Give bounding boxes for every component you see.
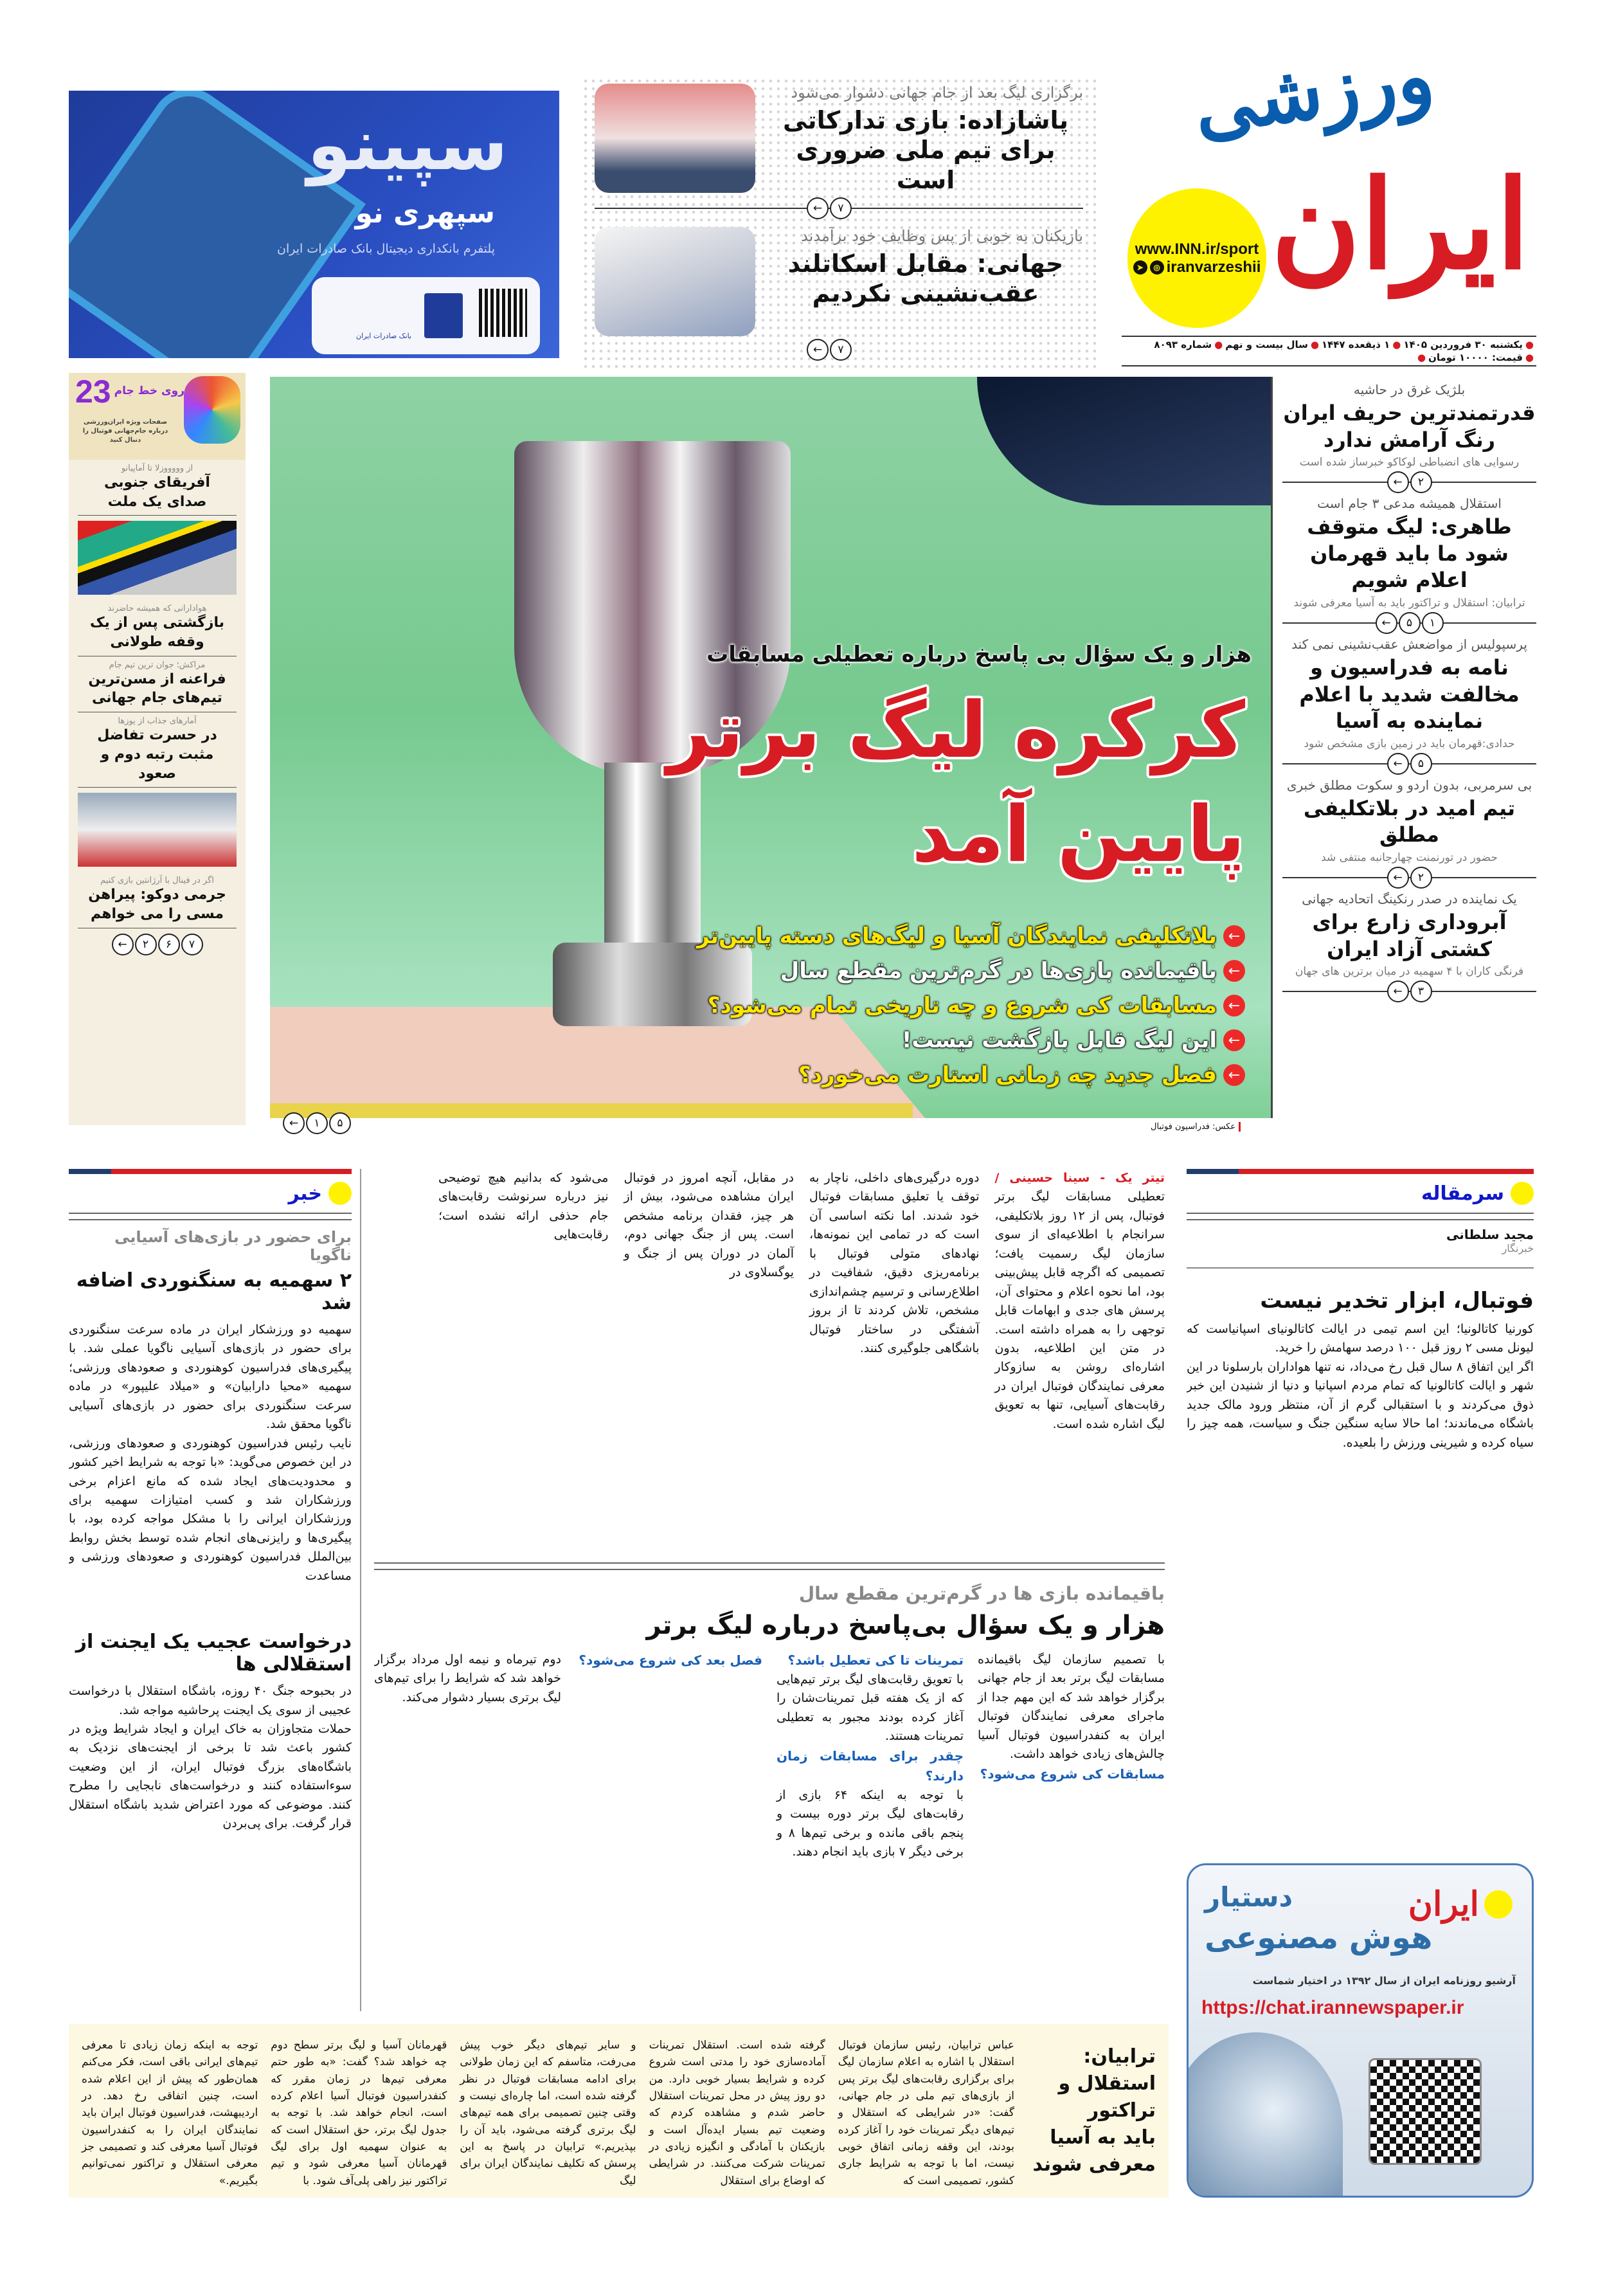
subhead: فصل بعد کی شروع می‌شود؟ (579, 1652, 762, 1668)
box-column: قهرمانان آسیا و لیگ برتر سطح دوم چه خواهد شد؟ گفت: «به طور حتم معرفی تیم‌ها در زمان مقرر که کنفدراسیون فوتبال آسیا اعلام کرده است، انجام خواهد شد. با توجه به جدول لیگ برتر، حق استقلال است که به عنوان سهمیه اول برای لیگ قهرمانان آسیا معرفی شود و تیم تراکتور نیز راهی پلی‌آف شود. با (271, 2039, 447, 2187)
right-story[interactable] (1282, 637, 1536, 775)
ad-desc: آرشیو روزنامه ایران از سال ۱۳۹۲ در اختیار شماست (1252, 1975, 1516, 1987)
editorial-title[interactable]: فوتبال، ابزار تخدیر نیست (1260, 1288, 1534, 1314)
world-cup-story[interactable] (78, 460, 237, 516)
telegram-icon: ➤ (1133, 260, 1147, 275)
page-number: ۲ (1410, 867, 1432, 889)
dateline-dot: ● (1392, 339, 1401, 350)
dateline-dot: ● (1525, 339, 1534, 350)
article-title[interactable]: هزار و یک سؤال بی‌پاسخ درباره لیگ برتر (646, 1611, 1165, 1640)
page-ref-row (595, 197, 1083, 221)
news2-title[interactable]: درخواست عجیب یک ایجنت از استقلالی ها (75, 1631, 352, 1676)
story-title[interactable]: آفریقای جنوبی صدای یک ملت (104, 475, 210, 510)
ad-title: هوش مصنوعی (1205, 1920, 1433, 1956)
bullet-item[interactable] (697, 923, 1245, 949)
page-number: ۵ (1410, 753, 1432, 775)
article-column (978, 1650, 1165, 1862)
ad-url[interactable]: https://chat.irannewspaper.ir (1201, 1997, 1464, 2018)
feature-article (438, 1169, 1165, 1542)
page-number: ۱ (306, 1112, 328, 1134)
logo-iran: ایران (1271, 153, 1530, 296)
story-subtitle: فرنگی کاران با ۴ سهمیه در میان برترین های جهان (1295, 965, 1524, 979)
story-subtitle: حضور در تورنمنت چهارجانبه منتفی شد (1321, 851, 1498, 864)
headline-line: پایین آمد (911, 790, 1245, 880)
top-story[interactable] (582, 221, 1096, 336)
instagram-icon: ◎ (1150, 260, 1164, 275)
story-kicker: اگر در فینال با آرژانتین بازی کنیم (100, 876, 214, 886)
news-column (69, 1169, 352, 2011)
arrow-left-icon: ← (1387, 753, 1409, 775)
section-label: سرمقاله (1421, 1182, 1504, 1205)
story-title[interactable]: پاشازاده: بازی تدارکاتی برای تیم ملی ضروری است (782, 106, 1069, 194)
story-title[interactable]: بازگشتی پس از یک وقفه طولانی (90, 615, 224, 651)
news-kicker: برای حضور در بازی‌های آسیایی ناگویا (114, 1228, 352, 1264)
story-title[interactable]: طاهری: لیگ متوقف شود ما باید قهرمان اعلام شویم (1307, 514, 1512, 593)
story-title[interactable]: جرمی دوکو: پیراهن مسی را می خواهم (88, 887, 226, 922)
bullet-text: مسابقات کی شروع و چه تاریخی تمام می‌شود؟ (707, 993, 1217, 1018)
dateline-dot: ● (1310, 339, 1319, 350)
page-ref[interactable] (112, 934, 203, 955)
story-subtitle: رسوایی های انضباطی لوکاکو خبرساز شده است (1299, 456, 1520, 469)
story-title[interactable]: آبروداری زارع برای کشتی آزاد ایران (1312, 909, 1507, 961)
author-role: خبرنگار (1502, 1242, 1534, 1254)
arrow-left-icon: ← (112, 934, 134, 955)
photo-hand (977, 377, 1273, 505)
dateline-price: قیمت: ۱۰۰۰۰ تومان (1428, 352, 1523, 363)
arrow-left-icon: ← (807, 197, 829, 219)
world-cup-header (69, 373, 246, 460)
page-ref-row (1282, 867, 1536, 889)
ad-logo: سپینو (307, 104, 508, 186)
paragraph: اگر این اتفاق ۸ سال قبل رخ می‌داد، نه تنها هواداران بارسلونا در این شهر و ایالت کاتالونیا که تمام مردم اسپانیا و دنیا از شنیدن این خبر ذوق می‌کردند و با استقبالی گرم از آن، منتظر ورود مالک جدید باشگاه می‌ماندند؛ اما حالا سایه سنگین جنگ و سیاست، همه چیز را سیاه کرده و شیرینی ورزش را بلعیده. (1187, 1359, 1534, 1450)
box-column: گرفته شده است. استقلال تمرینات آماده‌سازی خود را مدتی است شروع کرده و شرایط بسیار خوبی دارد. من دو روز پیش در محل تمرینات استقلال حاضر شدم و مشاهده کردم که وضعیت تیم بسیار ایده‌آل است و بازیکنان با آمادگی و انگیزه زیادی در تمرینات شرکت می‌کنند. در شرایطی که اوضاع برای استقلال (649, 2039, 825, 2187)
paragraph: حملات متجاوزان به خاک ایران و ایجاد شرایط ویژه در کشور باعث شد تا برخی از ایجنت‌های نزدیک به باشگاه‌های بزرگ فوتبال ایران، از این وضعیت سوءاستفاده کنند و درخواست‌های نابجایی را مطرح کنند. موضوعی که مورد اعتراض شدید باشگاه استقلال قرار گرفت. برای پی‌بردن (69, 1722, 352, 1831)
paragraph: سهمیه دو ورزشکار ایران در ماده سرعت سنگنوردی برای حضور در بازی‌های آسیایی ناگویا عملی شد. با پیگیری‌های فدراسیون کوهنوردی و صعودهای ورزشی؛ سهمیه «محیا دارابیان» و «میلاد علیپور» در ماده سرعت سنگنوردی برای حضور در بازی‌های آسیایی ناگویا محقق شد. (69, 1323, 352, 1432)
divider (1187, 1213, 1534, 1220)
main-headline[interactable] (667, 679, 1245, 887)
page-ref-row (1282, 981, 1536, 1002)
bullet-text: بلاتکلیفی نمایندگان آسیا و لیگ‌های دسته پایین‌تر (697, 923, 1217, 949)
story-title[interactable]: نامه به فدراسیون و مخالفت شدید با اعلام نماینده به آسیا (1299, 655, 1520, 734)
story-kicker: مراکش؛ جوان ترین تیم جام (109, 660, 206, 670)
page-number: ۷ (830, 339, 852, 361)
page-number: ۳ (1410, 981, 1432, 1002)
qr-code[interactable] (1369, 2058, 1482, 2165)
section-title: روی خط جام (114, 384, 184, 397)
paragraph: با توجه به اینکه ۶۴ بازی از رقابت‌های لیگ برتر دوره بیست و پنجم باقی مانده و برخی تیم‌ها ۸ و برخی دیگر ۷ بازی باید انجام دهند. (777, 1787, 964, 1859)
story-kicker: استقلال همیشه مدعی ۳ جام است (1317, 496, 1502, 512)
page-ref-row (1282, 471, 1536, 493)
bullet-item[interactable] (697, 1027, 1245, 1053)
article-column (575, 1650, 762, 1862)
bullet-text: این لیگ قابل بازگشت نیست! (901, 1027, 1217, 1053)
story-kicker: یک نماینده در صدر رنکینگ اتحادیه جهانی (1302, 890, 1517, 907)
arrow-left-icon: ← (1223, 995, 1245, 1017)
dateline-dot: ● (1214, 339, 1223, 350)
dateline-year: سال بیست و نهم (1225, 339, 1308, 350)
box-column: توجه به اینکه زمان زیادی تا معرفی تیم‌های ایرانی باقی است، فکر می‌کنم همان‌طور که پیش از این اعلام شده است، چنین اتفاقی رخ دهد. در اردیبهشت، فدراسیون فوتبال ایران باید نمایندگان ایران را به کنفدراسیون فوتبال آسیا معرفی کند و تصمیمی جز معرفی استقلال و تراکتور نمی‌توانیم بگیریم.» (81, 2039, 258, 2187)
right-story[interactable] (1282, 777, 1536, 889)
photo-credit: عکس: فدراسیون فوتبال (1151, 1122, 1241, 1132)
page-ref[interactable] (1376, 612, 1444, 634)
arrow-left-icon: ← (1223, 1064, 1245, 1086)
page-number: ۵ (329, 1112, 351, 1134)
story-photo (595, 227, 755, 336)
section-bar (1187, 1169, 1534, 1174)
page-number: ۲ (1410, 471, 1432, 493)
bank-logo-icon (424, 293, 463, 338)
world-cup-story[interactable] (78, 600, 237, 656)
paragraph: نایب رئیس فدراسیون کوهنوردی و صعودهای ورزشی، در این خصوص می‌گوید: «با توجه به شرایط اخیر کشور و محدودیت‌های ایجاد شده که مانع اعزام برخی ورزشکاران شد و کسب امتیازات سهمیه برای ورزشکاران ایرانی را با مشکل مواجه کرده بود، با پیگیری‌ها و رایزنی‌های انجام شده توسط بخش روابط بین‌الملل فدراسیون کوهنوردی و صعودهای ورزشی و مساعدت (69, 1436, 352, 1583)
title-line: استقلال و تراکتور (1058, 2072, 1156, 2122)
league-questions-article (374, 1562, 1165, 2012)
arrow-left-icon: ← (1387, 867, 1409, 889)
column-rule (360, 1169, 361, 2011)
story-kicker: بازیکنان به خوبی از پس وظایف خود برآمدند (801, 227, 1083, 246)
story-photo (78, 521, 237, 595)
arrow-left-icon: ← (1376, 612, 1397, 634)
news2-body (69, 1682, 352, 1834)
page-number: ۲ (135, 934, 157, 955)
news-body (69, 1321, 352, 1586)
bullet-text: باقیمانده بازی‌ها در گرم‌ترین مقطع سال (780, 958, 1217, 984)
section-desc: صفحات ویژه ایران‌ورزشی درباره جام‌جهانی فوتبال را دنبال کنید (82, 419, 168, 444)
story-title[interactable]: جهانی: مقابل اسکاتلند عقب‌نشینی نکردیم (787, 249, 1064, 308)
story-title[interactable]: فراعنه از مسن‌ترین تیم‌های جام جهانی (88, 671, 226, 707)
headline-line: کرکره لیگ برتر (667, 686, 1245, 775)
arrow-left-icon: ← (807, 339, 829, 361)
fifa-logo-icon (184, 376, 240, 444)
bank-name: بانک صادرات ایران (356, 332, 411, 340)
top-stories (582, 77, 1096, 373)
paragraph: دوم تیرماه و نیمه اول مرداد برگزار خواهد شد که شرایط را برای تیم‌های لیگ برتری بسیار دشوار می‌کند. (374, 1652, 561, 1704)
arrow-left-icon: ← (1223, 1029, 1245, 1051)
article-column (438, 1169, 609, 1542)
logo-varzeshi: ورزشی (1187, 29, 1439, 153)
story-title[interactable]: قدرتمندترین حریف ایران رنگ آرامش ندارد (1283, 401, 1536, 452)
ad-brand: سپهری نو (355, 197, 495, 230)
divider (69, 1213, 352, 1220)
story-kicker: پرسپولیس از مواضعش عقب‌نشینی نمی کند (1291, 636, 1527, 652)
paragraph: با تعویق رقابت‌های لیگ برتر تیم‌هایی که از یک هفته قبل تمرینات‌شان را آغاز کرده بودند مجبور به تعطیلی تمرینات هستند. (777, 1672, 964, 1744)
article-column (809, 1169, 980, 1542)
story-kicker: برگزاری لیگ بعد از جام جهانی دشوار می‌شود (791, 84, 1083, 102)
page-ref[interactable] (1387, 471, 1432, 493)
dateline-issue: شماره ۸۰۹۳ (1154, 339, 1212, 350)
arrow-left-icon: ← (1387, 471, 1409, 493)
story-subtitle: ترابیان: استقلال و تراکتور باید به آسیا معرفی شوند (1293, 596, 1525, 610)
bullet-item[interactable] (697, 1062, 1245, 1088)
bullet-item[interactable] (697, 958, 1245, 984)
page-ref[interactable] (1387, 867, 1432, 889)
torabian-box (69, 2024, 1169, 2198)
news-title[interactable]: ۲ سهمیه به سنگنوردی اضافه شد (76, 1269, 352, 1314)
contact-badge (1127, 188, 1266, 328)
section-number: 23 (75, 374, 111, 410)
editorial-body (1187, 1320, 1534, 1452)
robot-image (1187, 2032, 1343, 2198)
story-photo (78, 793, 237, 867)
ad-tagline: پلتفرم بانکداری دیجیتال بانک صادرات ایران (277, 242, 495, 256)
article-kicker: باقیمانده بازی ها در گرم‌ترین مقطع سال (798, 1583, 1165, 1604)
story-kicker: آمارهای جذاب از یوزها (118, 716, 197, 727)
story-title[interactable]: تیم امید در بلاتکلیفی مطلق (1303, 795, 1516, 847)
bullet-item[interactable] (697, 993, 1245, 1018)
story-kicker: از وووووزلا تا آماپیانو (121, 464, 193, 473)
masthead (1118, 29, 1543, 334)
story-kicker: بی سرمربی، بدون اردو و سکوت مطلق خبری (1286, 777, 1532, 793)
divider (374, 1562, 1165, 1570)
arrow-left-icon: ← (1387, 981, 1409, 1002)
arrow-left-icon: ← (1223, 960, 1245, 982)
page-ref-row (1282, 612, 1536, 634)
dateline-dot: ● (1525, 352, 1534, 363)
article-column (995, 1169, 1165, 1542)
box-column: و سایر تیم‌های دیگر خوب پیش می‌رفت، متاسفم که این زمان طولانی برای ادامه مسابقات فوتبال در نظر گرفته شده است، اما چاره‌ای نیست و وقتی چنین تصمیمی برای همه تیم‌های لیگ برتری گرفته می‌شود، باید آن را بپذیریم.» ترابیان در پاسخ به این پرسش که تکلیف نمایندگان ایران برای لیگ (460, 2039, 636, 2187)
right-story[interactable] (1282, 496, 1536, 634)
divider (1187, 1267, 1534, 1269)
subhead: تمرینات تا کی تعطیل باشد؟ (787, 1652, 964, 1668)
page-number: ۷ (830, 197, 852, 219)
social-handle-text: iranvarzeshii (1166, 258, 1261, 276)
ai-assistant-ad[interactable] (1187, 1863, 1534, 2198)
paragraph: با تصمیم سازمان لیگ باقیمانده مسابقات لیگ برتر بعد از جام جهانی برگزار خواهد شد که این مهم جدا از ماجرای معرفی نمایندگان فوتبال ایران به کنفدراسیون فوتبال آسیا چالش‌های زیادی خواهد داشت. (978, 1652, 1165, 1762)
yellow-dot-icon (1511, 1182, 1534, 1205)
paragraph: می‌شود که بدانیم هیچ توضیحی نیز درباره سرنوشت رقابت‌های جام حذفی ارائه نشده است؛ رقابت‌هایی (438, 1171, 609, 1242)
paragraph: کورنیا کاتالونیا؛ این اسم تیمی در ایالت کاتالونیای اسپانیاست که لیونل مسی ۲ روز قبل ۱۰۰ درصد سهامش را خرید. (1187, 1322, 1534, 1355)
page-number: ۱ (1422, 612, 1444, 634)
main-bullets (697, 923, 1245, 1097)
main-story[interactable] (270, 377, 1273, 1118)
dateline-day: یکشنبه ۳۰ فروردین ۱۴۰۵ (1403, 339, 1523, 350)
editorial (1187, 1169, 1534, 1850)
website-link[interactable]: www.INN.ir/sport (1135, 240, 1259, 258)
section-label: خبر (288, 1182, 322, 1205)
dateline-dot: ● (1417, 352, 1426, 363)
arrow-left-icon: ← (1223, 925, 1245, 947)
right-column (1282, 379, 1536, 1138)
paragraph: تعطیلی مسابقات لیگ برتر فوتبال، پس از ۱۲ روز بلاتکلیفی، سرانجام با اطلاعیه‌ای از سوی سازمان لیگ رسمیت یافت؛ تصمیمی که اگرچه قابل پیش‌بینی بود، اما نحوه اعلام و محتوای آن، پرسش های جدی و ابهامات قابل توجهی را به همراه داشته است. در متن این اطلاعیه، بدون اشاره‌ای روشن به سازوکار معرفی نمایندگان فوتبال ایران در رقابت‌های آسیایی، تنها به تعویق لیگ اشاره شده است. (994, 1189, 1165, 1431)
world-cup-story[interactable] (78, 712, 237, 788)
world-cup-column (69, 373, 246, 1125)
social-handle[interactable] (1133, 258, 1261, 276)
byline: تیتر یک - سینا حسینی / (994, 1171, 1165, 1185)
yellow-dot-icon (328, 1182, 352, 1205)
photo-floor (270, 1103, 913, 1118)
iran-logo (1408, 1885, 1513, 1924)
title-line: ترابیان: (1083, 2045, 1156, 2068)
right-story[interactable] (1282, 382, 1536, 493)
story-photo (595, 84, 755, 193)
article-column (374, 1650, 561, 1862)
world-cup-story[interactable] (78, 656, 237, 712)
story-title[interactable]: در حسرت تفاضل مثبت رتبه دوم و صعود (97, 727, 217, 782)
title-line: باید به آسیا معرفی شوند (1032, 2126, 1156, 2176)
story-kicker: هوادارانی که همیشه حاضرند (107, 604, 207, 614)
author-name: مجید سلطانی (1446, 1227, 1534, 1242)
article-column (624, 1169, 795, 1542)
ad-card (312, 277, 540, 354)
article-column (777, 1650, 964, 1862)
subhead: چقدر برای مسابقات زمان دارند؟ (777, 1748, 964, 1784)
section-bar (69, 1169, 352, 1174)
paragraph: در مقابل، آنچه امروز در فوتبال ایران مشاهده می‌شود، بیش از هر چیز، فقدان برنامه مشخص است. پس از جنگ جهانی دوم، آلمان در دوران پس از جنگ و یوگسلاوی در (624, 1171, 794, 1280)
story-subtitle: حدادی:قهرمان باید در زمین بازی مشخص شود (1304, 737, 1515, 750)
ad-title: دستیار (1205, 1881, 1293, 1913)
subhead: مسابقات کی شروع می‌شود؟ (980, 1766, 1165, 1782)
page-ref[interactable] (807, 339, 852, 361)
paragraph: دوره درگیری‌های داخلی، ناچار به توقف یا تعلیق مسابقات فوتبال خود شدند. اما نکته اساسی آن است که در تمامی این نمونه‌ها، نهادهای متولی فوتبال با برنامه‌ریزی دقیق، شفافیت در اطلاع‌رسانی و ترسیم چشم‌اندازی مشخص، تلاش کردند تا از بروز آشفتگی در ساختار فوتبال باشگاهی جلوگیری کنند. (809, 1171, 980, 1355)
logo-text: ایران (1408, 1885, 1479, 1924)
arrow-left-icon: ← (283, 1112, 305, 1134)
page-ref[interactable] (1387, 981, 1432, 1002)
yellow-dot-icon (1484, 1890, 1513, 1919)
page-ref[interactable] (283, 1112, 351, 1134)
page-number: ۵ (1399, 612, 1421, 634)
page-number: ۶ (158, 934, 180, 955)
sepino-ad[interactable] (69, 91, 559, 358)
page-number: ۷ (181, 934, 203, 955)
page-ref[interactable] (807, 197, 852, 219)
main-kicker: هزار و یک سؤال بی پاسخ درباره تعطیلی مسابقات (706, 642, 1252, 667)
paragraph: در بحبوحه جنگ ۴۰ روزه، باشگاه استقلال با درخواست عجیبی از سوی یک ایجنت پرحاشیه مواجه شد. (69, 1684, 352, 1717)
bullet-text: فصل جدید چه زمانی استارت می‌خورد؟ (798, 1062, 1217, 1088)
right-story[interactable] (1282, 891, 1536, 1002)
story-kicker: بلژیک غرق در حاشیه (1353, 382, 1466, 397)
qr-code (479, 289, 527, 337)
page-ref-row (595, 339, 1083, 362)
box-title[interactable] (1027, 2037, 1156, 2185)
dateline-hijri: ۱ ذیقعده ۱۴۴۷ (1321, 339, 1390, 350)
box-column: عباس ترابیان، رئیس سازمان فوتبال استقلال با اشاره به اعلام سازمان لیگ برای برگزاری رقابت‌های لیگ برتر پس از بازی‌های تیم ملی در جام جهانی، گفت: «در شرایطی که استقلال و تیم‌های دیگر تمرینات خود را آغاز کرده بودند، این وقفه زمانی اتفاق خوبی نیست، اما با توجه به شرایط جاری کشور، تصمیمی است که (838, 2039, 1014, 2187)
page-ref-row (1282, 753, 1536, 775)
dateline (1122, 336, 1536, 366)
top-story[interactable] (582, 77, 1096, 195)
page-ref[interactable] (1387, 753, 1432, 775)
world-cup-story[interactable] (78, 872, 237, 928)
